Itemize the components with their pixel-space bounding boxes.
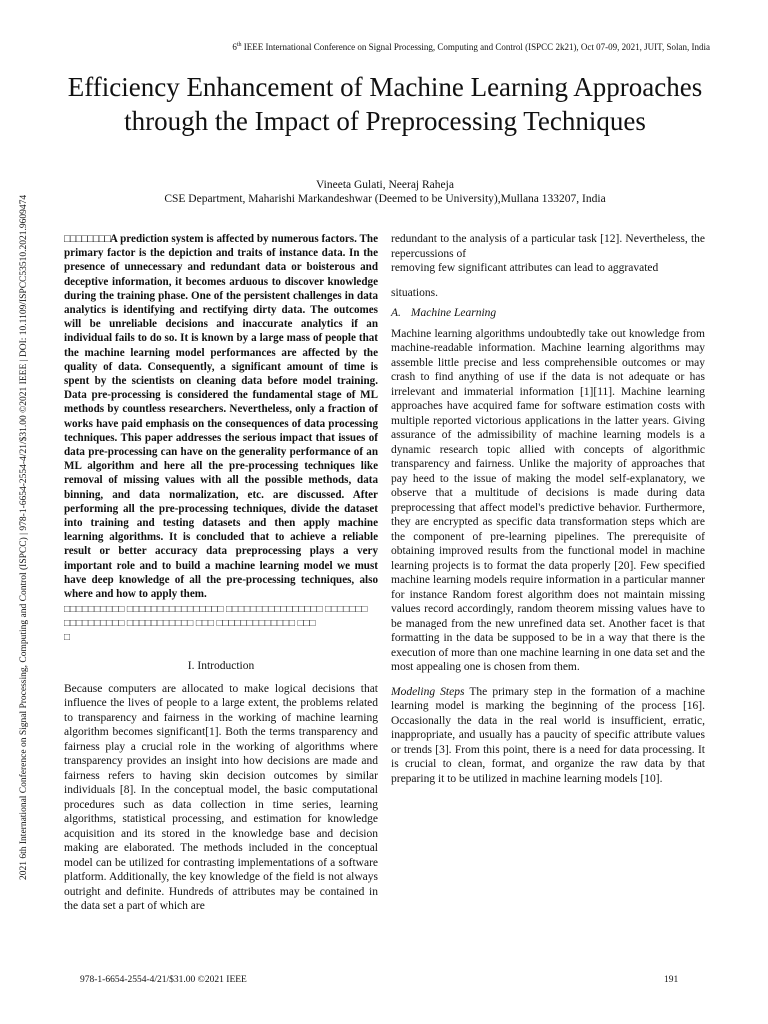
subsection-label: A. — [391, 307, 401, 319]
author-affiliation: CSE Department, Maharishi Markandeshwar (Deemed to be University),Mullana 133207, India — [164, 193, 606, 205]
continuation-text-3: situations. — [391, 286, 438, 299]
index-terms — [64, 603, 378, 645]
continuation-text-1: redundant to the analysis of a particular task [12]. Nevertheless, the repercussions of — [391, 233, 705, 260]
right-column — [391, 232, 705, 786]
subsection-heading-machine-learning — [391, 306, 705, 321]
abstract-label: □□□□□□□□ — [64, 233, 110, 245]
spacer — [391, 675, 705, 685]
conference-name: IEEE International Conference on Signal Processing, Computing and Control (ISPCC 2k21), Oct 07-09, 2021, JUIT, Solan, India — [241, 42, 710, 52]
abstract — [64, 232, 378, 601]
conference-edition-suffix: th — [236, 42, 242, 48]
left-column — [64, 232, 378, 914]
page-number: 191 — [664, 975, 679, 985]
spacer — [391, 276, 705, 286]
index-terms-line-1: □□□□□□□□□□ □□□□□□□□□□□□□□□□ □□□□□□□□□□□□□□□□ □□□□□□□ — [64, 604, 368, 616]
continuation-text-2: removing few significant attributes can lead to aggravated — [391, 262, 659, 274]
modeling-steps-paragraph — [391, 685, 705, 787]
index-terms-line-2: □□□□□□□□□□ □□□□□□□□□□□ □□□ □□□□□□□□□□□□□ □□□ — [64, 618, 316, 630]
doi-side-note: 2021 6th International Conference on Signal Processing, Computing and Control (ISPCC) | 978-1-6654-2554-4/21/$31.00 ©2021 IEEE | DOI: 10.1109/ISPCC53510.2021.9609474 — [19, 194, 29, 880]
conference-edition: 6 — [232, 42, 237, 52]
paper-title: Efficiency Enhancement of Machine Learning Approaches through the Impact of Preprocessing Techniques — [67, 72, 703, 136]
introduction-paragraph: Because computers are allocated to make logical decisions that influence the lives of people to a large extent, the problems related to transparency and fairness in the working of machine learning algorithm becomes significant[1]. Both the terms transparency and fairness play a crucial role in the working of algorithms where transparency provides an insight into how decisions are made and fairness refers to having skin decision outcomes by similar individuals [8]. In the conceptual model, the basic computational procedures such as data collection in time series, learning algorithms, statistical processing, and estimation for knowledge acquisition and its stored in the knowledge base and decision making are elaborated. The methods included in the conceptual model can be utilized for contrasting implementations of a software platform. Additionally, the key knowledge of the field is not always outright and definite. Hundreds of attributes may be contained in the data set a part of which are — [64, 682, 378, 913]
author-list: Vineeta Gulati, Neeraj Raheja — [316, 179, 454, 191]
subsection-title: Machine Learning — [410, 307, 497, 319]
footer-isbn: 978-1-6654-2554-4/21/$31.00 ©2021 IEEE — [80, 975, 247, 985]
conference-header — [150, 42, 710, 52]
modeling-steps-label: Modeling Steps — [391, 685, 465, 698]
section-heading-introduction: I. Introduction — [187, 660, 255, 673]
machine-learning-paragraph: Machine learning algorithms undoubtedly take out knowledge from machine-readable information. Machine learning algorithms may assemble little precise and less comprehensible outcomes or may crash to find anything of use if the data is not adequate or has irrelevant and immaterial information [1][11]. Machine learning approaches have acquired fame for software estimation costs with multiple reported victorious applications in the latter years. Giving assurance of the admissibility of machine learning models is a dynamic research topic allied with concepts of algorithmic transparency and fairness. Unlike the majority of approaches that pay heed to the issue of making the model self-explanatory, we observe that a multitude of decisions is made during data preprocessing that affect model's predictive behavior. Furthermore, they are encrypted as specific data transformation steps which are the component of pre-learning pipelines. The prerequisite of obtaining improved results from the functional model in machine learning projects is to format the data properly [20]. Few specified machine learning models require information in a particular manner for instance Random forest algorithm does not maintain missing values record accordingly, random theorem missing values have to be managed from the new unrefined data set. Another facet is that formatting in the data be supposed to be in a way that there is the execution of more than one machine learning in one data set and the most appealing one is chosen from them. — [391, 327, 705, 673]
modeling-steps-text: The primary step in the formation of a machine learning model is marking the beginning of the process [16]. Occasionally the data in the real world is insufficient, erratic, inappropriate, and usually has a paucity of specific attribute values or trends [3]. From this point, there is a need for data processing. It is crucial to clean, format, and organize the raw data by that preparing it to be utilized in machine learning models [10]. — [391, 685, 705, 785]
abstract-text: A prediction system is affected by numerous factors. The primary factor is the depiction and traits of instance data. In the presence of unnecessary and redundant data or boisterous and deceptive information, it becomes arduous to discover knowledge during the training phase. One of the persistent challenges in data analytics is identifying and rectifying dirty data. The outcomes will be unreliable decisions and inaccurate analytics if an individual fails to do so. It is known by a large mass of people that the machine learning model performances are affected by the quality of data. Consequently, a significant amount of time is spent by the scientists on cleaning data before model training. Data pre-processing is considered the fundamental stage of ML methods by countless researchers. Nevertheless, only a fraction of works have paid emphasis on the consequences of data processing techniques. This paper addresses the serious impact that issues of data pre-processing can have on the generality performance of an ML algorithm and here all the pre-processing techniques like removal of missing values with all the possible methods, data binning, and data normalization, etc. are discussed. After performing all the pre-processing techniques, divide the dataset into training and testing datasets and then apply machine learning algorithms. It is concluded that to achieve a reliable result or better accuracy data preprocessing plays a very important role and to build a machine learning model we must have deep knowledge of all the pre-processing techniques, also where and how to apply them. — [64, 233, 379, 601]
index-terms-line-3: □ — [64, 632, 71, 644]
